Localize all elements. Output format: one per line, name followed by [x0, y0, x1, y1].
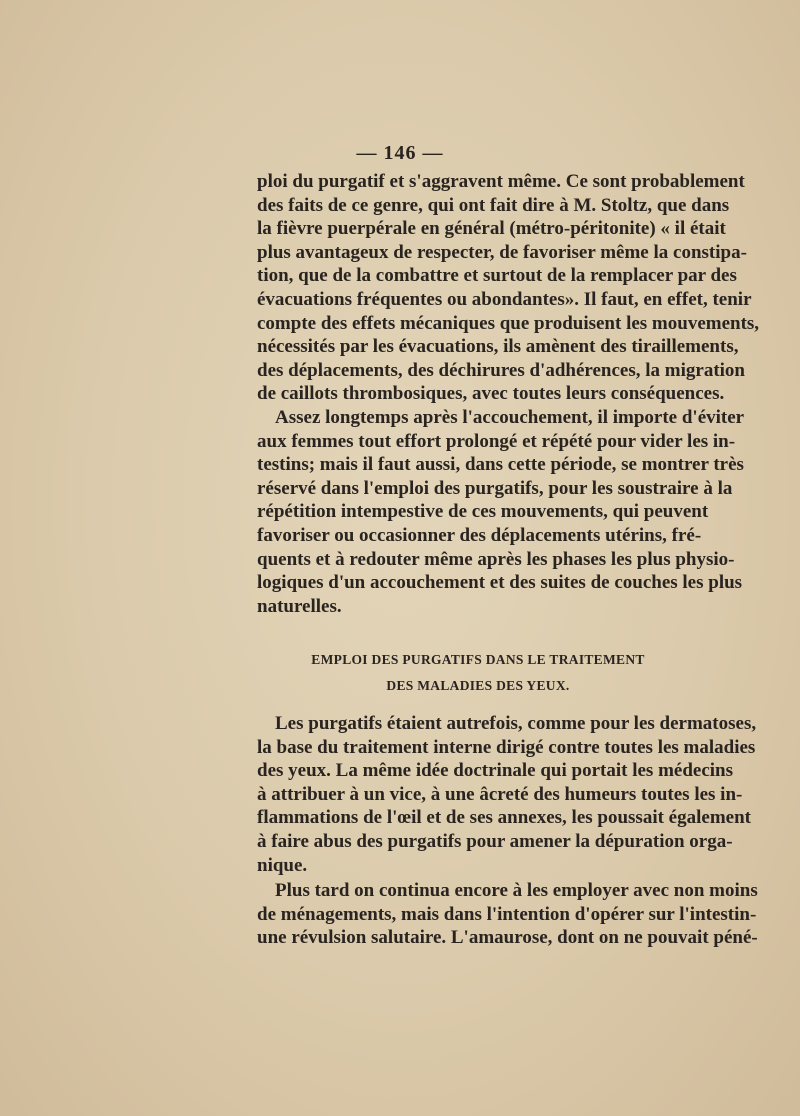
text-line: Plus tard on continua encore à les employer avec non moins [275, 880, 758, 901]
section-heading: DES MALADIES DES YEUX. [386, 678, 570, 693]
text-line: nique. [257, 854, 308, 876]
text-line: naturelles. [257, 595, 342, 617]
text-line: de ménagements, mais dans l'intention d'opérer sur l'intestin- [257, 903, 757, 925]
section-heading: EMPLOI DES PURGATIFS DANS LE TRAITEMENT [311, 652, 645, 667]
text-line: testins; mais il faut aussi, dans cette période, se montrer très [257, 454, 744, 476]
text-line: à attribuer à un vice, à une âcreté des humeurs toutes les in- [257, 783, 743, 805]
text-line: flammations de l'œil et de ses annexes, les poussait également [257, 807, 751, 829]
text-line: une révulsion salutaire. L'amaurose, dont on ne pouvait péné- [257, 927, 758, 949]
text-line: nécessités par les évacuations, ils amènent des tiraillements, [257, 336, 739, 358]
text-line: des déplacements, des déchirures d'adhérences, la migration [257, 359, 745, 381]
paragraph [257, 406, 745, 618]
text-line: aux femmes tout effort prolongé et répété pour vider les in- [257, 430, 736, 452]
text-line: quents et à redouter même après les phases les plus physio- [257, 548, 735, 570]
text-line: ploi du purgatif et s'aggravent même. Ce sont probablement [257, 171, 745, 192]
paragraph [257, 879, 758, 950]
text-line: favoriser ou occasionner des déplacements utérins, fré- [257, 524, 702, 546]
text-line: logiques d'un accouchement et des suites de couches les plus [257, 572, 743, 594]
text-line: à faire abus des purgatifs pour amener la dépuration orga- [257, 830, 733, 852]
text-line: plus avantageux de respecter, de favoriser même la constipa- [257, 241, 747, 263]
text-line: compte des effets mécaniques que produisent les mouvements, [257, 312, 760, 334]
page-number: — 146 — [356, 142, 444, 164]
text-line: tion, que de la combattre et surtout de la remplacer par des [257, 265, 737, 287]
text-line: répétition intempestive de ces mouvements, qui peuvent [257, 501, 709, 523]
text-line: évacuations fréquentes ou abondantes». Il faut, en effet, tenir [257, 288, 752, 310]
text-line: des yeux. La même idée doctrinale qui portait les médecins [257, 760, 734, 782]
text-line: des faits de ce genre, qui ont fait dire à M. Stoltz, que dans [257, 194, 730, 216]
paragraph [257, 170, 760, 406]
text-line: de caillots thrombosiques, avec toutes leurs conséquences. [257, 383, 725, 405]
paragraph [257, 712, 757, 877]
text-line: Les purgatifs étaient autrefois, comme pour les dermatoses, [275, 713, 757, 734]
text-line: Assez longtemps après l'accouchement, il importe d'éviter [275, 407, 745, 428]
text-line: réservé dans l'emploi des purgatifs, pour les soustraire à la [257, 477, 733, 499]
text-line: la base du traitement interne dirigé contre toutes les maladies [257, 736, 756, 758]
text-line: la fièvre puerpérale en général (métro-péritonite) « il était [257, 218, 726, 240]
